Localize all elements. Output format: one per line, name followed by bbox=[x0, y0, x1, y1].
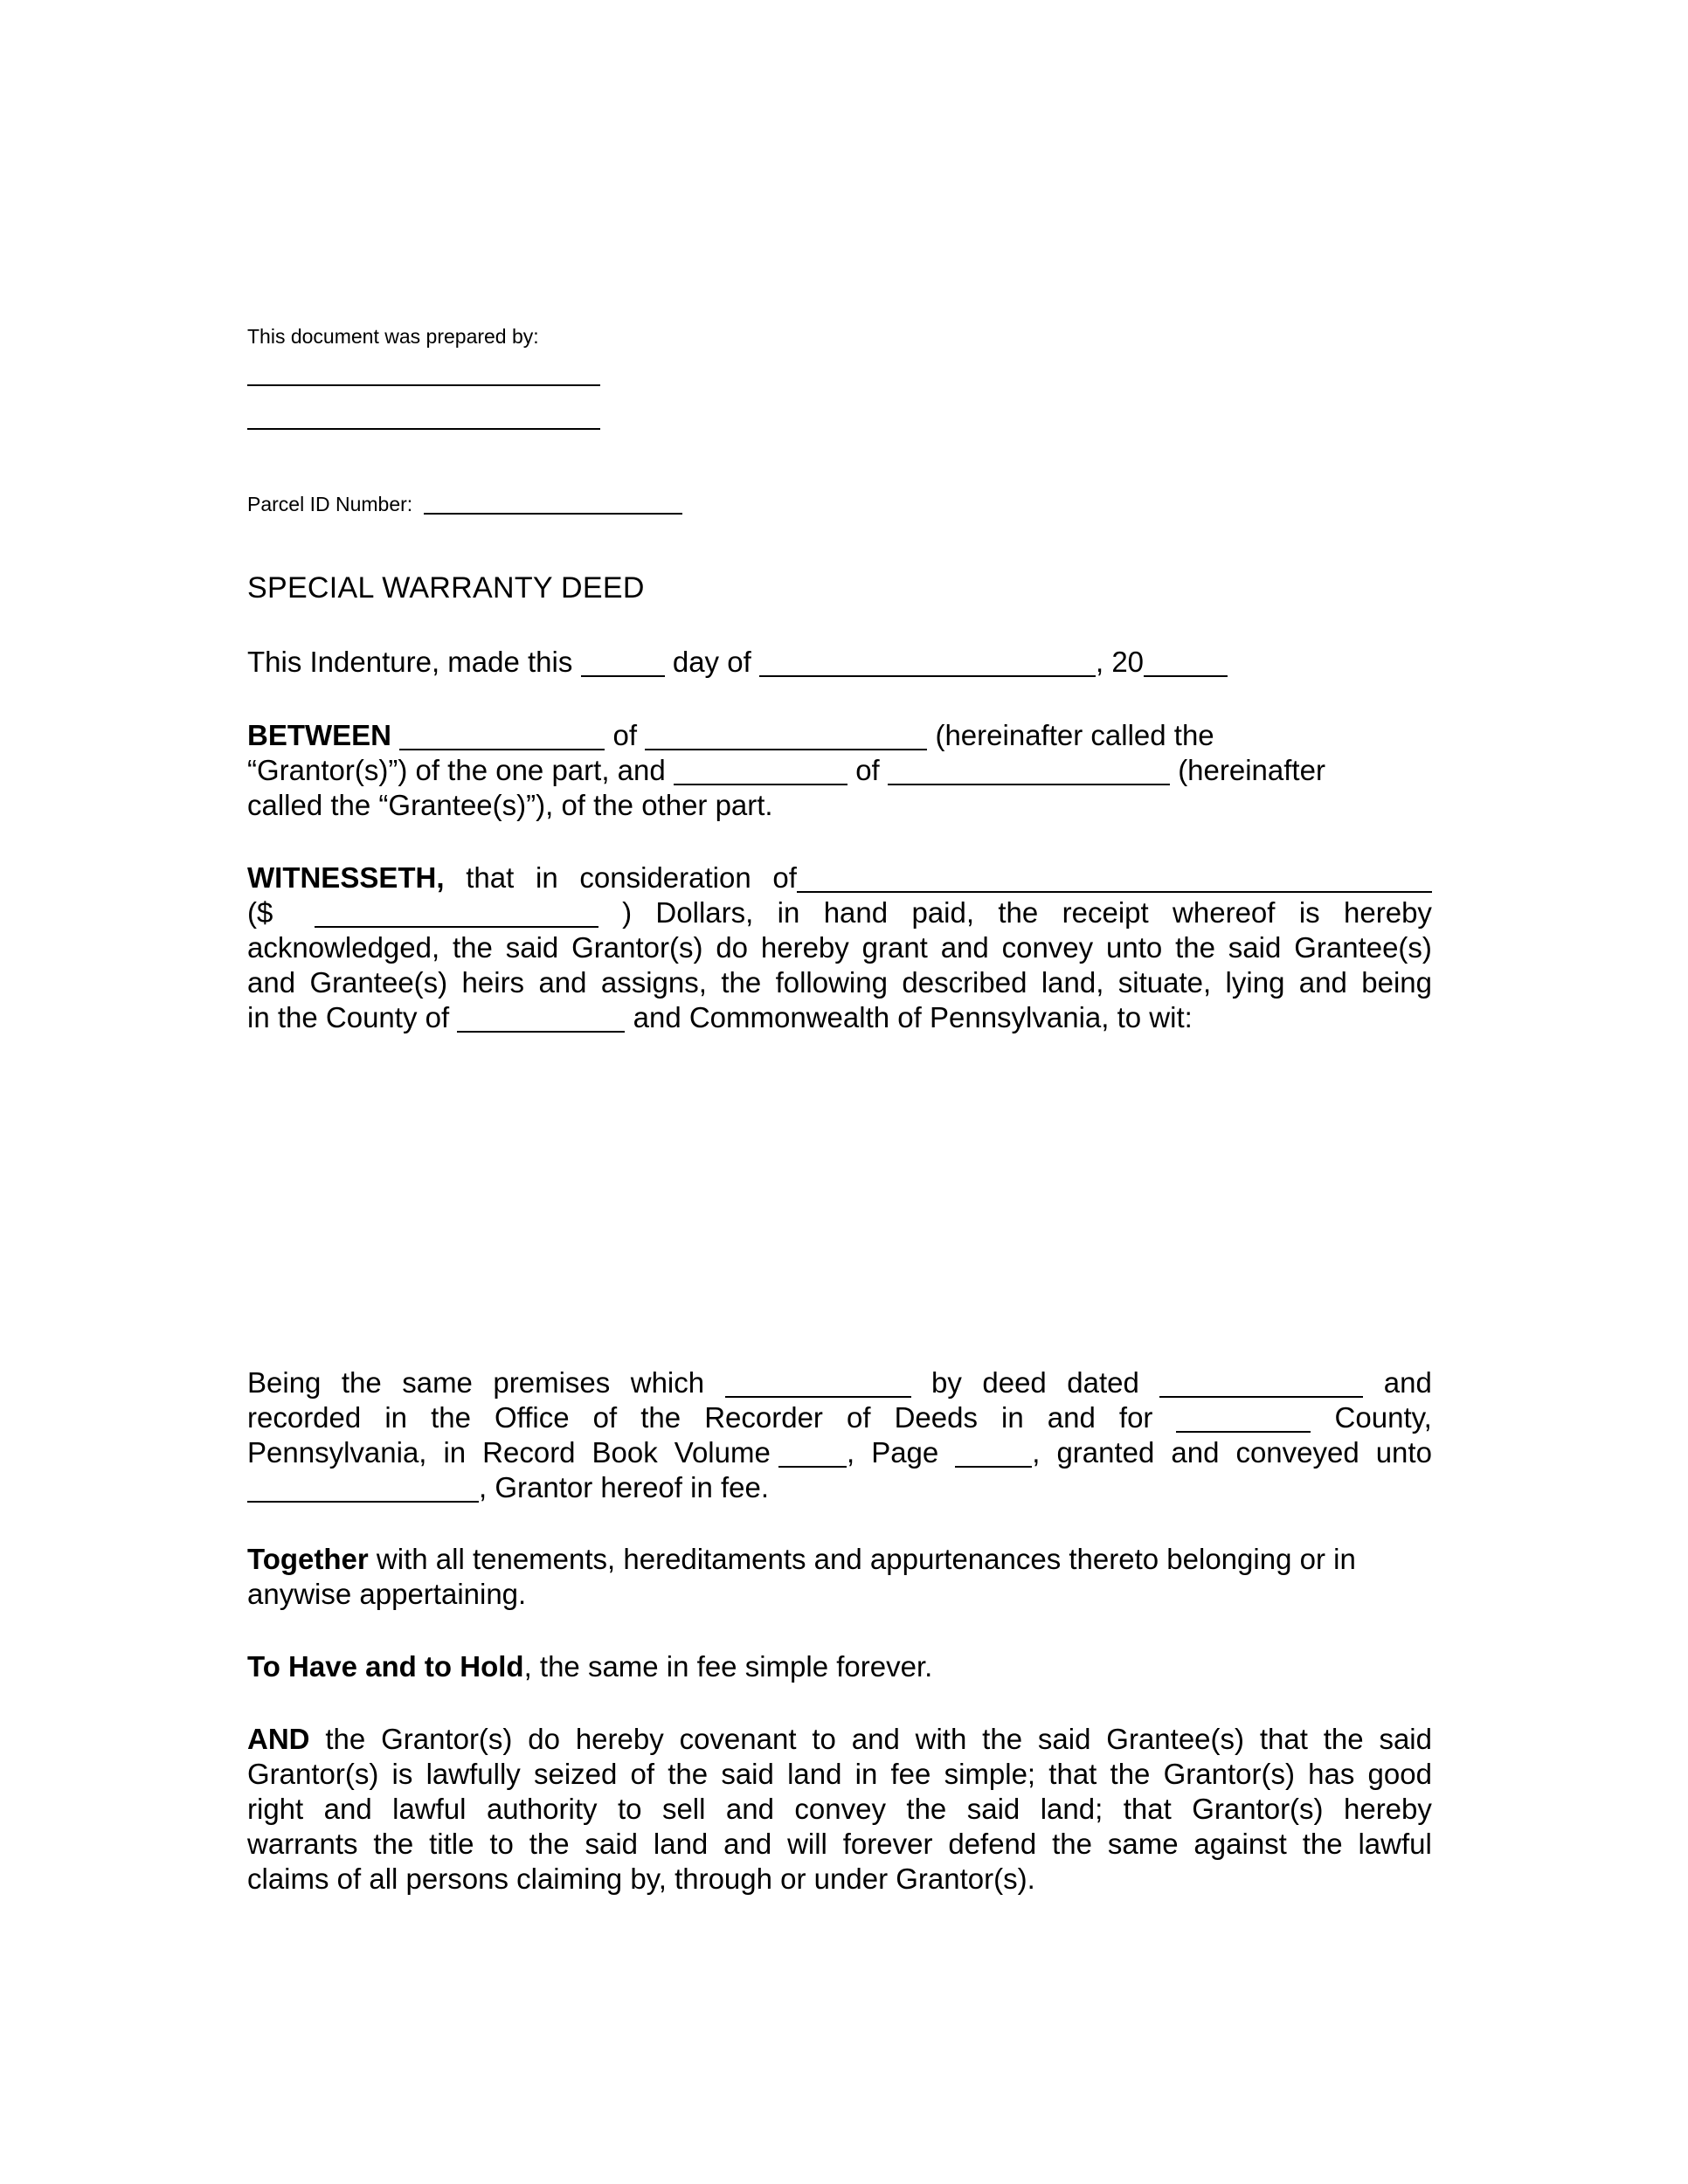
county-blank bbox=[457, 1000, 625, 1033]
and-keyword: AND bbox=[247, 1723, 310, 1755]
consideration-amount-blank bbox=[315, 895, 598, 928]
indenture-day-blank bbox=[581, 645, 665, 677]
to-have-keyword: To Have and to Hold bbox=[247, 1650, 524, 1683]
prior-owner-blank bbox=[725, 1365, 911, 1398]
indenture-line: This Indenture, made this day of , 20 bbox=[247, 645, 1432, 680]
and-line-5: claims of all persons claiming by, through or under Grantor(s). bbox=[247, 1863, 1035, 1895]
indenture-paragraph bbox=[247, 645, 1432, 680]
grantor-name-blank bbox=[399, 718, 605, 750]
witnesseth-line-1: WITNESSETH, that in consideration of bbox=[247, 860, 1432, 895]
grantee-name-blank bbox=[674, 753, 847, 785]
and-paragraph bbox=[247, 1722, 1432, 1897]
being-line-3: Pennsylvania, in Record Book Volume , Page , granted and conveyed unto bbox=[247, 1436, 1432, 1469]
and-line-2: Grantor(s) is lawfully seized of the said land in fee simple; that the Grantor(s) has good bbox=[247, 1758, 1432, 1790]
being-paragraph bbox=[247, 1365, 1432, 1505]
and-line-3: right and lawful authority to sell and convey the said land; that Grantor(s) hereby bbox=[247, 1793, 1432, 1825]
witnesseth-line-3: acknowledged, the said Grantor(s) do hereby grant and convey unto the said Grantee(s) bbox=[247, 931, 1432, 964]
indenture-year-blank bbox=[1144, 645, 1228, 677]
witnesseth-line-4: and Grantee(s) heirs and assigns, the following described land, situate, lying and being bbox=[247, 966, 1432, 999]
witnesseth-line-5: in the County of and Commonwealth of Pennsylvania, to wit: bbox=[247, 1001, 1193, 1033]
between-line-1: BETWEEN of (hereinafter called the bbox=[247, 719, 1214, 751]
between-line-3: called the “Grantee(s)”), of the other part. bbox=[247, 789, 773, 821]
and-line-4: warrants the title to the said land and will forever defend the same against the lawful bbox=[247, 1828, 1432, 1860]
between-keyword: BETWEEN bbox=[247, 719, 391, 751]
grantor-fee-blank bbox=[247, 1470, 479, 1503]
grantor-address-blank bbox=[645, 718, 927, 750]
between-line-2: “Grantor(s)”) of the one part, and of (hereinafter bbox=[247, 754, 1325, 786]
record-volume-blank bbox=[778, 1435, 847, 1468]
together-line-1: Together with all tenements, hereditaments and appurtenances thereto belonging or in bbox=[247, 1543, 1356, 1575]
grantee-address-blank bbox=[888, 753, 1170, 785]
between-paragraph bbox=[247, 718, 1432, 823]
witnesseth-paragraph bbox=[247, 860, 1432, 1035]
consideration-words-blank bbox=[797, 860, 1432, 893]
indenture-month-blank bbox=[759, 645, 1096, 677]
document-title: SPECIAL WARRANTY DEED bbox=[247, 571, 645, 605]
together-paragraph bbox=[247, 1542, 1432, 1612]
recorder-county-blank bbox=[1176, 1400, 1311, 1433]
prepared-by-line-1 bbox=[247, 384, 600, 386]
to-have-paragraph bbox=[247, 1649, 1432, 1684]
being-line-2: recorded in the Office of the Recorder of Deeds in and for County, bbox=[247, 1401, 1432, 1434]
parcel-id-blank bbox=[424, 492, 682, 515]
deed-date-blank bbox=[1159, 1365, 1363, 1398]
to-have-line: To Have and to Hold, the same in fee simple forever. bbox=[247, 1650, 933, 1683]
being-line-1: Being the same premises which by deed dated and bbox=[247, 1366, 1432, 1399]
witnesseth-keyword: WITNESSETH, bbox=[247, 861, 445, 894]
record-page-blank bbox=[955, 1435, 1032, 1468]
being-line-4: , Grantor hereof in fee. bbox=[247, 1470, 1432, 1505]
prepared-by-label: This document was prepared by: bbox=[247, 325, 539, 348]
parcel-id-row bbox=[247, 492, 682, 516]
and-line-1: AND the Grantor(s) do hereby covenant to and with the said Grantee(s) that the said bbox=[247, 1723, 1432, 1755]
together-keyword: Together bbox=[247, 1543, 369, 1575]
prepared-by-line-2 bbox=[247, 428, 600, 430]
parcel-id-label: Parcel ID Number: bbox=[247, 493, 413, 516]
together-line-2: anywise appertaining. bbox=[247, 1578, 527, 1610]
witnesseth-line-2: ($ ) Dollars, in hand paid, the receipt whereof is hereby bbox=[247, 896, 1432, 929]
